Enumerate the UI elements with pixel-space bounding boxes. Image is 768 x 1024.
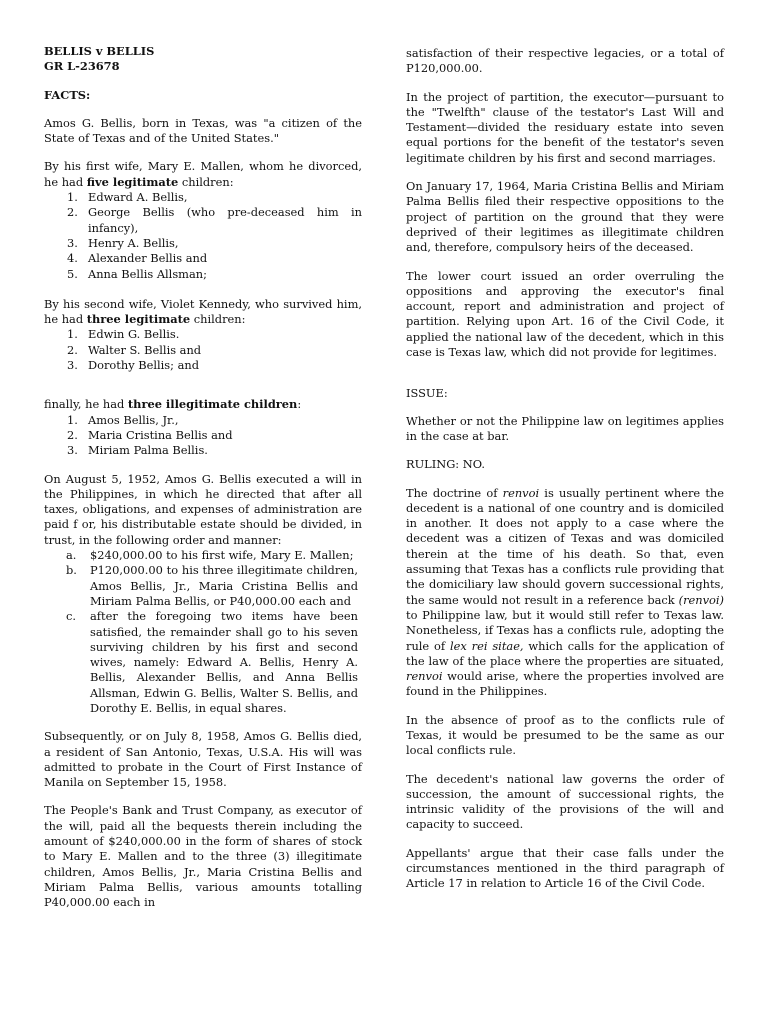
case-title: BELLIS v BELLIS bbox=[44, 44, 155, 58]
second-wife-paragraph bbox=[44, 297, 362, 328]
list-item: b. P120,000.00 to his three illegitimate children, Amos Bellis, Jr., Maria Cristina Bellis and Miriam Palma Bellis, or P40,000.00 each and bbox=[66, 563, 358, 608]
issue-paragraph: Whether or not the Philippine law on legitimes applies in the case at bar. bbox=[406, 413, 724, 443]
first-wife-post: children: bbox=[178, 174, 234, 189]
illegitimate-bold: three illegitimate children bbox=[127, 397, 298, 412]
list-item: 2. Maria Cristina Bellis and bbox=[67, 427, 233, 442]
bank-paragraph: The People's Bank and Trust Company, as executor of the will, paid all the bequests therein including the amount of $240,000.00 in the form of shares of stock to Mary E. Mallen and to the three (3) illegitimate children, Amos Bellis, Jr., Maria Cristina Bellis and Miriam Palma Bellis, various amounts totalling P40,000.00 each in bbox=[44, 803, 362, 910]
list-item: 2. Walter S. Bellis and bbox=[67, 342, 202, 357]
illegitimate-text: finally, he had bbox=[44, 397, 128, 412]
list-item: 2. George Bellis (who pre-deceased him in infancy), bbox=[67, 205, 362, 235]
second-wife-bold: three legitimate bbox=[86, 312, 191, 327]
national-law-paragraph: The decedent's national law governs the order of succession, the amount of successional rights, the intrinsic validity of the provisions of the will and capacity to succeed. bbox=[406, 771, 724, 832]
illegitimate-paragraph bbox=[44, 397, 362, 412]
right-column bbox=[406, 46, 724, 905]
absence-paragraph: In the absence of proof as to the conflicts rule of Texas, it would be presumed to be the same as our local conflicts rule. bbox=[406, 712, 724, 758]
list-item: 5. Anna Bellis Allsman; bbox=[67, 266, 207, 281]
renvoi-paragraph: The doctrine of renvoi is usually pertinent where the decedent is a national of one country and is domiciled in another. It does not apply to a case where the decedent was a citizen of Texas and was domiciled therein at the time of his death. So that, even assuming that Texas has a conflicts rule providing that the domiciliary law should govern successional rights, the same would not result in a reference back (renvoi) to Philippine law, but it would still refer to Texas law. Nonetheless, if Texas has a conflicts rule, adopting the rule of lex rei sitae, which calls for the application of the law of the place where the properties are situated, renvoi would arise, where the properties involved are found in the Philippines. bbox=[406, 485, 724, 699]
second-children-list bbox=[44, 327, 362, 373]
list-item: c. after the foregoing two items have been satisfied, the remainder shall go to his seven surviving children by his first and second wives, namely: Edward A. Bellis, Henry A. Bellis, Alexander Bellis, and Anna Bellis Allsman, Edwin G. Bellis, Walter S. Bellis, and Dorothy E. Bellis, in equal shares. bbox=[66, 609, 358, 715]
list-item: 3. Miriam Palma Bellis. bbox=[67, 443, 208, 458]
citizenship-paragraph: Amos G. Bellis, born in Texas, was "a citizen of the State of Texas and of the United States." bbox=[44, 115, 362, 146]
list-item: 3. Dorothy Bellis; and bbox=[67, 358, 200, 373]
continuation-paragraph: satisfaction of their respective legacies, or a total of P120,000.00. bbox=[406, 46, 724, 76]
list-item: a. $240,000.00 to his first wife, Mary E. Mallen; bbox=[66, 548, 354, 563]
first-wife-bold: five legitimate bbox=[86, 174, 179, 189]
illegitimate-post: : bbox=[297, 397, 302, 412]
lower-court-paragraph: The lower court issued an order overruling the oppositions and approving the executor's final account, report and administration and project of partition. Relying upon Art. 16 of the Civil Code, it applied the national law of the decedent, which in this case is Texas law, which did not provide for legitimes. bbox=[406, 268, 724, 360]
left-column bbox=[44, 44, 362, 924]
list-item: 1. Edward A. Bellis, bbox=[67, 190, 188, 205]
appellants-paragraph: Appellants' argue that their case falls under the circumstances mentioned in the third paragraph of Article 17 in relation to Article 16 of the Civil Code. bbox=[406, 845, 724, 891]
second-wife-post: children: bbox=[190, 312, 246, 327]
second-wife-text: By his second wife, Violet Kennedy, who survived him, he had bbox=[44, 296, 362, 327]
list-item: 1. Amos Bellis, Jr., bbox=[67, 412, 179, 427]
will-paragraph: On August 5, 1952, Amos G. Bellis executed a will in the Philippines, in which he directed that after all taxes, obligations, and expenses of administration are paid f or, his distributable estate should be divided, in trust, in the following order and manner: bbox=[44, 471, 362, 547]
issue-heading: ISSUE: bbox=[406, 386, 448, 401]
list-item: 4. Alexander Bellis and bbox=[67, 251, 208, 266]
list-item: 1. Edwin G. Bellis. bbox=[67, 327, 180, 342]
will-items-list bbox=[44, 548, 362, 716]
first-children-list bbox=[44, 190, 362, 282]
death-paragraph: Subsequently, or on July 8, 1958, Amos G. Bellis died, a resident of San Antonio, Texas, U.S.A. His will was admitted to probate in the Court of First Instance of Manila on September 15, 1958. bbox=[44, 729, 362, 790]
facts-heading: FACTS: bbox=[44, 87, 91, 102]
gr-number: GR L-23678 bbox=[44, 59, 120, 74]
first-wife-paragraph bbox=[44, 159, 362, 190]
partition-paragraph: In the project of partition, the executor—pursuant to the "Twelfth" clause of the testator's Last Will and Testament—divided the residuary estate into seven equal portions for the benefit of the testator's seven legitimate children by his first and second marriages. bbox=[406, 89, 724, 165]
ruling-heading: RULING: NO. bbox=[406, 457, 486, 472]
case-header bbox=[44, 44, 362, 75]
illegitimate-children-list bbox=[44, 413, 362, 459]
first-wife-text: By his first wife, Mary E. Mallen, whom he divorced, he had bbox=[44, 159, 362, 189]
opposition-paragraph: On January 17, 1964, Maria Cristina Bellis and Miriam Palma Bellis filed their respective oppositions to the project of partition on the ground that they were deprived of their legitimes as illegitimate children and, therefore, compulsory heirs of the deceased. bbox=[406, 179, 724, 255]
list-item: 3. Henry A. Bellis, bbox=[67, 235, 179, 250]
